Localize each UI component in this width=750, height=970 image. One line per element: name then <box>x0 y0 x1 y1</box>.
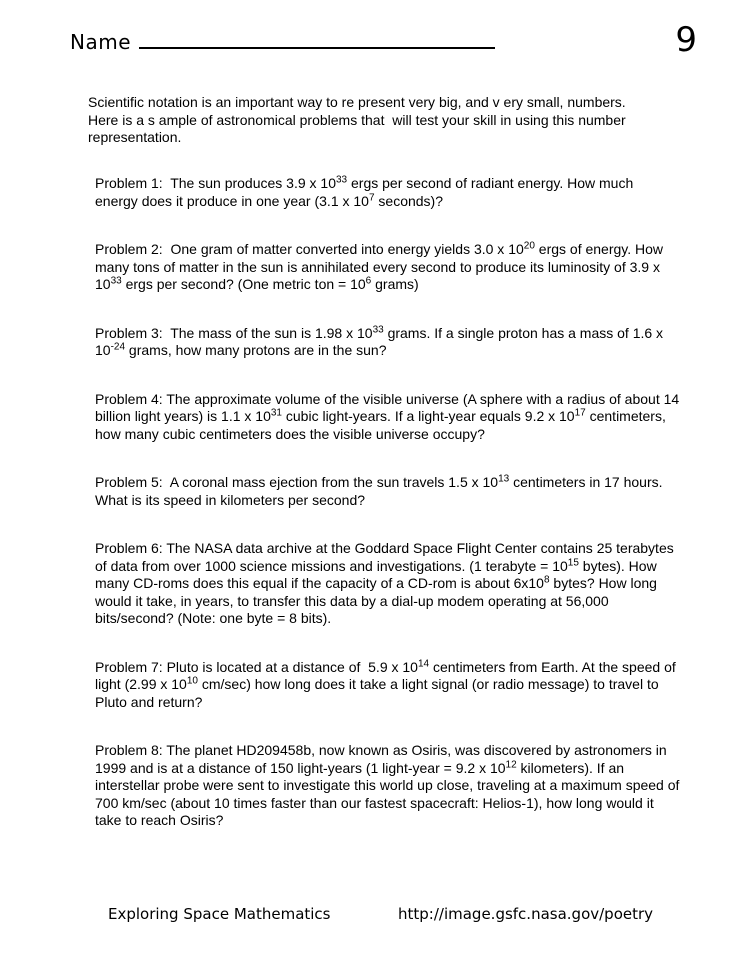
exponent: 6 <box>365 275 372 287</box>
problem-5 <box>95 474 679 509</box>
problem-line: 1999 and is at a distance of 150 light-years (1 light-year = 9.2 x $10^{12}$ kilometers). If an <box>95 759 625 776</box>
problem-line: 700 km/sec (about 10 times faster than our fastest spacecraft: Helios-1), how long would it <box>95 794 654 811</box>
exponent: 10 <box>186 675 198 687</box>
exponent: 33 <box>110 275 122 287</box>
problem-line: Problem 7: Pluto is located at a distance of 5.9 x $10^{14}$ centimeters from Earth. At the speed of <box>95 658 676 675</box>
problem-line: Problem 6: The NASA data archive at the Goddard Space Flight Center contains 25 terabytes <box>95 540 674 556</box>
problem-line: Problem 8: The planet HD209458b, now known as Osiris, was discovered by astronomers in <box>95 742 667 758</box>
exponent: 13 <box>498 473 510 485</box>
header <box>70 20 697 70</box>
footer <box>0 905 750 935</box>
problem-line: Problem 5: A coronal mass ejection from the sun travels 1.5 x $10^{13}$ centimeters in 17 hours. <box>95 473 663 490</box>
name-label: Name <box>70 30 132 54</box>
exponent: 15 <box>567 557 579 568</box>
exponent: 12 <box>505 759 517 770</box>
problem-line: bits/second? (Note: one byte = 8 bits). <box>95 610 332 626</box>
exponent: 17 <box>574 407 586 419</box>
problem-line: would it take, in years, to transfer this data by a dial-up modem operating at 56,000 <box>95 592 609 609</box>
problem-1 <box>95 175 679 210</box>
exponent: 31 <box>270 407 282 419</box>
problem-8 <box>95 742 679 830</box>
problem-4 <box>95 391 679 444</box>
exponent: 20 <box>523 240 535 252</box>
name-blank-line <box>139 30 495 49</box>
problem-2 <box>95 241 679 294</box>
problems-list <box>95 175 679 861</box>
exponent: 7 <box>368 192 375 203</box>
intro-line: Scientific notation is an important way to re present very big, and v ery small, numbers. <box>88 94 626 110</box>
problem-line: many CD-roms does this equal if the capacity of a CD-rom is about $6x10^8$ bytes? How long <box>95 574 657 591</box>
problem-line: Pluto and return? <box>95 693 203 710</box>
problem-line: $10^{-24}$ grams, how many protons are in the sun? <box>95 341 387 358</box>
problem-line: billion light years) is 1.1 x $10^{31}$ cubic light-years. If a light-year equals 9.2 x $10^{17}$ centimeters, <box>95 407 666 424</box>
footer-url: http://image.gsfc.nasa.gov/poetry <box>398 905 654 923</box>
problem-6 <box>95 540 679 628</box>
problem-line: of data from over 1000 science missions and investigations. (1 terabyte = $10^{15}$ bytes). How <box>95 557 657 574</box>
problem-line: Problem 2: One gram of matter converted into energy yields 3.0 x $10^{20}$ ergs of energy. How <box>95 240 664 257</box>
problem-3 <box>95 325 679 360</box>
problem-line: What is its speed in kilometers per second? <box>95 491 366 508</box>
problem-line: Problem 4: The approximate volume of the visible universe (A sphere with a radius of about 14 <box>95 390 680 407</box>
problem-line: Problem 3: The mass of the sun is 1.98 x $10^{33}$ grams. If a single proton has a mass of 1.6 x <box>95 324 664 341</box>
footer-title: Exploring Space Mathematics <box>108 905 331 923</box>
problem-line: energy does it produce in one year (3.1 x $10^7$ seconds)? <box>95 192 443 209</box>
problem-line: how many cubic centimeters does the visible universe occupy? <box>95 425 485 442</box>
intro-line: representation. <box>88 129 182 145</box>
exponent: 33 <box>372 324 384 335</box>
problem-line: interstellar probe were sent to investigate this world up close, traveling at a maximum speed of <box>95 777 680 793</box>
problem-line: light (2.99 x $10^{10}$ cm/sec) how long does it take a light signal (or radio message) to travel to <box>95 675 659 692</box>
page-number: 9 <box>675 20 697 60</box>
exponent: 14 <box>417 658 430 669</box>
exponent: 8 <box>543 574 550 586</box>
intro-line: Here is a s ample of astronomical problems that will test your skill in using this number <box>88 111 626 128</box>
intro-paragraph <box>88 94 626 147</box>
problem-line: $10^{33}$ ergs per second? (One metric ton = $10^6$ grams) <box>95 275 419 292</box>
exponent: 33 <box>336 174 348 186</box>
problem-line: many tons of matter in the sun is annihilated every second to produce its luminosity of 3.9 x <box>95 258 660 275</box>
problem-line: take to reach Osiris? <box>95 812 224 828</box>
exponent: -24 <box>110 341 126 353</box>
problem-7 <box>95 659 679 712</box>
problem-line: Problem 1: The sun produces 3.9 x $10^{33}$ ergs per second of radiant energy. How much <box>95 174 634 191</box>
